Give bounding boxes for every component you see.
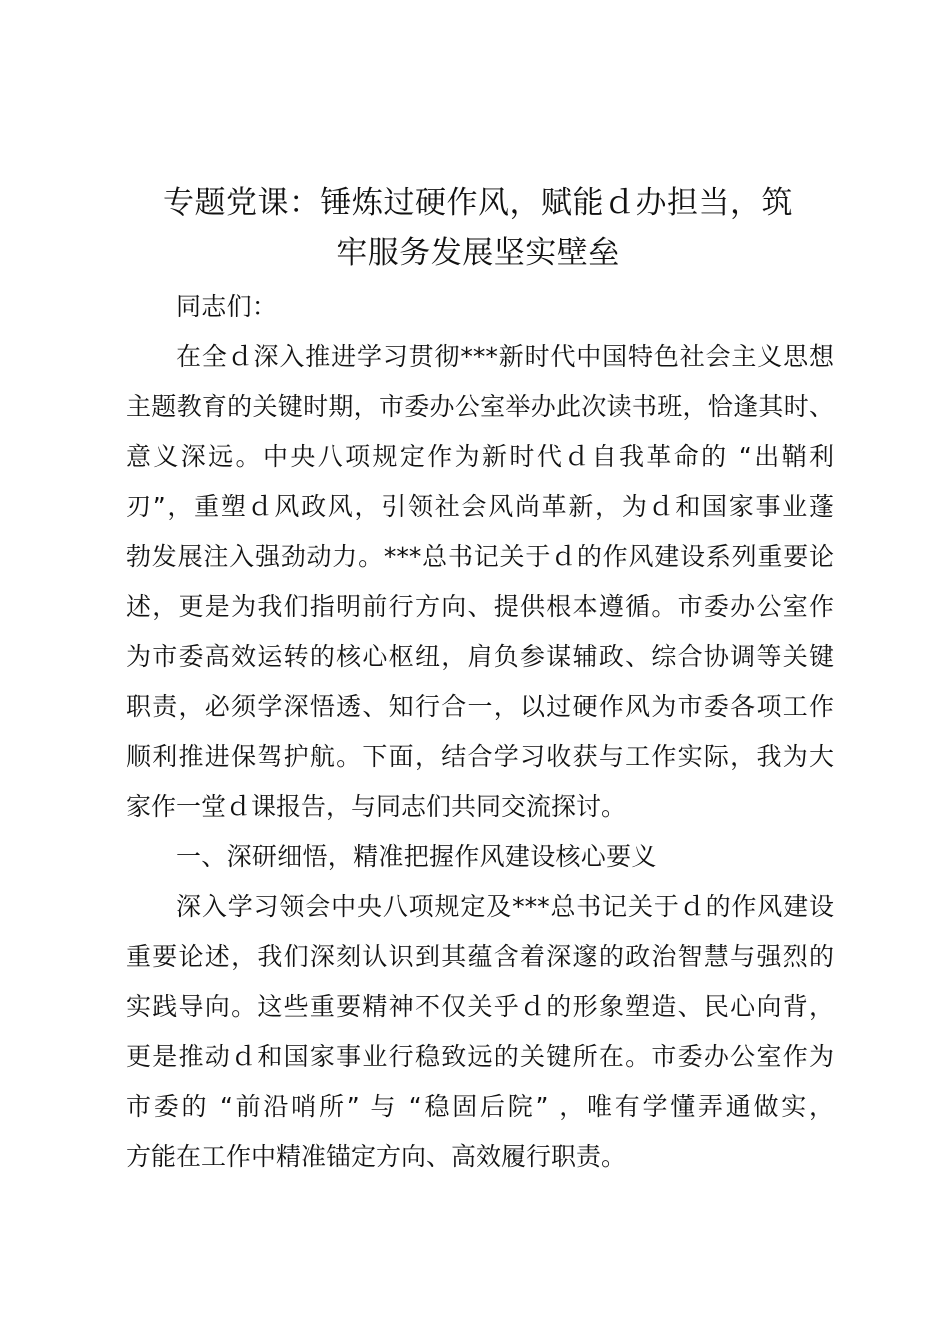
paragraph-line: 方能在工作中精准锚定方向、高效履行职责。 [126,1142,627,1171]
title-line-1: 专题党课：锤炼过硬作风，赋能ｄ办担当，筑 [163,185,793,221]
paragraph-line: 顺利推进保驾护航。下面，结合学习收获与工作实际，我为大 [126,742,834,771]
paragraph-line: 勃发展注入强劲动力。***总书记关于ｄ的作风建设系列重要论 [126,542,834,571]
document-body [126,282,834,1182]
document-title [120,178,836,278]
paragraph-section-1 [126,882,834,1182]
salutation: 同志们： [176,292,278,321]
section-heading-1: 一、深研细悟，精准把握作风建设核心要义 [176,842,657,871]
paragraph-line: 主题教育的关键时期，市委办公室举办此次读书班，恰逢其时、 [126,392,834,421]
paragraph-line: 职责，必须学深悟透、知行合一，以过硬作风为市委各项工作 [126,692,834,721]
paragraph-line: 重要论述，我们深刻认识到其蕴含着深邃的政治智慧与强烈的 [126,942,834,971]
paragraph-line: 为市委高效运转的核心枢纽，肩负参谋辅政、综合协调等关键 [126,642,834,671]
paragraph-line: 家作一堂ｄ课报告，与同志们共同交流探讨。 [126,792,627,821]
paragraph-line: 意义深远。中央八项规定作为新时代ｄ自我革命的 “出鞘利 [126,442,834,471]
paragraph-line: 刃”，重塑ｄ风政风，引领社会风尚革新，为ｄ和国家事业蓬 [126,492,834,521]
paragraph-line: 在全ｄ深入推进学习贯彻***新时代中国特色社会主义思想 [176,342,834,371]
paragraph-line: 更是推动ｄ和国家事业行稳致远的关键所在。市委办公室作为 [126,1042,834,1071]
title-line-2: 牢服务发展坚实壁垒 [336,235,620,271]
paragraph-line: 实践导向。这些重要精神不仅关乎ｄ的形象塑造、民心向背， [126,992,834,1021]
paragraph-line: 深入学习领会中央八项规定及***总书记关于ｄ的作风建设 [176,892,834,921]
paragraph-line: 市委的 “前沿哨所” 与 “稳固后院” ，唯有学懂弄通做实， [126,1092,834,1121]
paragraph-line: 述，更是为我们指明前行方向、提供根本遵循。市委办公室作 [126,592,834,621]
paragraph-intro [126,332,834,832]
